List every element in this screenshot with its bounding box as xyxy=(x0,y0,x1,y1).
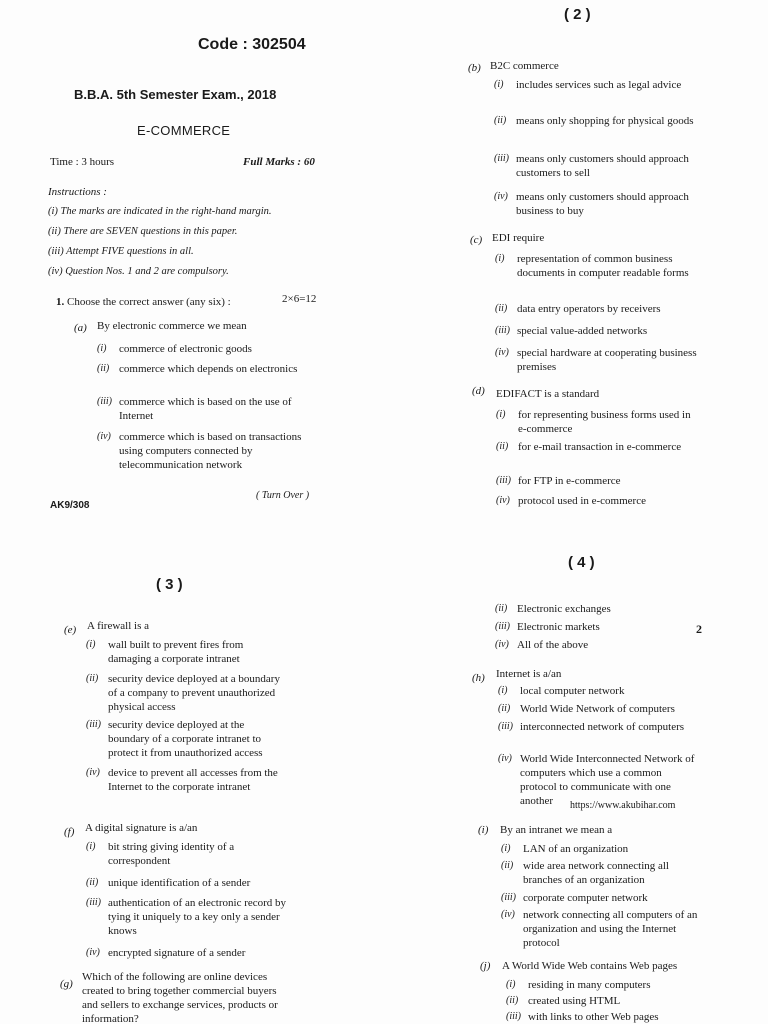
option xyxy=(496,408,696,436)
option-text: unique identification of a sender xyxy=(108,877,251,889)
instruction-item: (iv) Question Nos. 1 and 2 are compulsory. xyxy=(48,266,229,277)
option-text: interconnected network of computers xyxy=(520,721,685,733)
page-number: ( 3 ) xyxy=(156,576,183,593)
full-marks: Full Marks : 60 xyxy=(243,156,315,168)
option-text: security device deployed at the boundary of a corporate intranet to protect it from unauthorized access xyxy=(108,719,263,759)
option-text: special value-added networks xyxy=(517,325,648,337)
option-number: (i) xyxy=(496,409,506,420)
option xyxy=(496,474,696,488)
question-marks: 2×6=12 xyxy=(282,293,317,305)
question-label: (a) xyxy=(74,322,87,334)
option-number: (ii) xyxy=(496,441,509,452)
option xyxy=(494,114,694,128)
option xyxy=(97,362,299,376)
option-text: commerce of electronic goods xyxy=(119,343,252,355)
option xyxy=(494,78,694,92)
option-number: (iii) xyxy=(495,621,510,632)
option-number: (iii) xyxy=(498,721,513,732)
question-label: (e) xyxy=(64,624,77,636)
question-label: (i) xyxy=(478,824,489,836)
option-text: special hardware at cooperating business premises xyxy=(517,347,697,373)
margin-mark: 2 xyxy=(696,622,702,636)
question-stem: B2C commerce xyxy=(490,60,559,72)
page-number: ( 4 ) xyxy=(568,554,595,571)
option-number: (iv) xyxy=(498,753,512,764)
option-number: (iv) xyxy=(97,431,111,442)
option-text: Electronic markets xyxy=(517,621,600,633)
question-number: 1. xyxy=(56,296,65,308)
option-text: means only customers should approach customers to sell xyxy=(516,153,689,179)
option-text: created using HTML xyxy=(528,995,621,1007)
page-number: ( 2 ) xyxy=(564,6,591,23)
option xyxy=(495,252,697,280)
option-number: (ii) xyxy=(97,363,110,374)
option-number: (ii) xyxy=(86,877,99,888)
question-stem: A digital signature is a/an xyxy=(85,822,198,834)
question-label: (g) xyxy=(60,978,73,990)
option-text: device to prevent all accesses from the Internet to the corporate intranet xyxy=(108,767,278,793)
question-label: (b) xyxy=(468,62,481,74)
option-text: protocol used in e-commerce xyxy=(518,495,646,507)
option xyxy=(506,1010,708,1024)
exam-page-1 xyxy=(0,0,384,512)
turn-over: ( Turn Over ) xyxy=(256,490,310,501)
question-label: (j) xyxy=(480,960,491,972)
option-text: World Wide Interconnected Network of computers which use a common protocol to communicate with one another xyxy=(520,753,695,807)
option-number: (i) xyxy=(494,79,504,90)
option xyxy=(86,896,288,938)
option-number: (ii) xyxy=(498,703,511,714)
instructions-heading: Instructions : xyxy=(48,186,107,198)
option-text: network connecting all computers of an organization and using the Internet protocol xyxy=(523,909,698,949)
option xyxy=(86,638,288,666)
option xyxy=(86,718,288,760)
option-text: means only customers should approach business to buy xyxy=(516,191,689,217)
option-number: (iv) xyxy=(86,767,100,778)
option xyxy=(501,908,703,950)
option-text: commerce which is based on the use of Internet xyxy=(119,396,292,422)
option-text: wall built to prevent fires from damaging a corporate intranet xyxy=(108,639,244,665)
option-number: (i) xyxy=(495,253,505,264)
option-text: All of the above xyxy=(517,639,589,651)
option xyxy=(86,672,288,714)
option xyxy=(501,891,703,905)
option-text: encrypted signature of a sender xyxy=(108,947,246,959)
option-number: (iii) xyxy=(97,396,112,407)
option-text: commerce which depends on electronics xyxy=(119,363,298,375)
option-number: (ii) xyxy=(506,995,519,1006)
option-number: (iv) xyxy=(501,909,515,920)
option-text: wide area network connecting all branches of an organization xyxy=(523,860,669,886)
question-stem: A firewall is a xyxy=(87,620,150,632)
option xyxy=(86,946,288,960)
option-text: for representing business forms used in e-commerce xyxy=(518,409,691,435)
option-number: (iii) xyxy=(506,1011,521,1022)
option xyxy=(496,440,696,454)
option xyxy=(506,994,708,1008)
question-1 xyxy=(56,296,231,308)
instruction-item: (i) The marks are indicated in the right-hand margin. xyxy=(48,206,272,217)
option-number: (iii) xyxy=(496,475,511,486)
question-label: (d) xyxy=(472,385,485,397)
option-text: means only shopping for physical goods xyxy=(516,115,694,127)
option-number: (iii) xyxy=(495,325,510,336)
paper-code: Code : 302504 xyxy=(198,36,306,53)
question-stem: By an intranet we mean a xyxy=(500,824,613,836)
option xyxy=(495,302,697,316)
question-stem: EDIFACT is a standard xyxy=(496,388,600,400)
exam-title: B.B.A. 5th Semester Exam., 2018 xyxy=(74,87,277,102)
option xyxy=(495,324,697,338)
exam-page-2 xyxy=(384,0,768,512)
option xyxy=(496,494,696,508)
option-number: (i) xyxy=(506,979,516,990)
option-text: data entry operators by receivers xyxy=(517,303,661,315)
instruction-item: (ii) There are SEVEN questions in this paper. xyxy=(48,226,238,237)
option xyxy=(495,346,697,374)
option xyxy=(494,190,694,218)
option-number: (ii) xyxy=(86,673,99,684)
option xyxy=(494,152,694,180)
footer-code: AK9/308 xyxy=(50,500,90,511)
option-text: residing in many computers xyxy=(528,979,651,991)
option-text: includes services such as legal advice xyxy=(516,79,682,91)
option-text: World Wide Network of computers xyxy=(520,703,675,715)
option-text: bit string giving identity of a correspondent xyxy=(108,841,235,867)
question-label: (c) xyxy=(470,234,483,246)
option xyxy=(498,702,700,716)
option xyxy=(86,840,288,868)
option-text: LAN of an organization xyxy=(523,843,629,855)
option xyxy=(97,430,309,472)
question-stem: A World Wide Web contains Web pages xyxy=(502,960,678,972)
option-text: authentication of an electronic record by tying it uniquely to a key only a sender knows xyxy=(108,897,287,937)
question-label: (h) xyxy=(472,672,485,684)
option-text: for e-mail transaction in e-commerce xyxy=(518,441,682,453)
option-text: for FTP in e-commerce xyxy=(518,475,621,487)
time-allowed: Time : 3 hours xyxy=(50,156,115,168)
option-text: security device deployed at a boundary of a company to prevent unauthorized physical access xyxy=(108,673,280,713)
question-stem: Which of the following are online devices created to bring together commercial buyers and sellers to exchange services, products or information? xyxy=(82,971,278,1025)
option-number: (iv) xyxy=(495,347,509,358)
option-number: (ii) xyxy=(495,303,508,314)
option xyxy=(86,876,288,890)
exam-page-3 xyxy=(0,512,384,1024)
option xyxy=(501,859,703,887)
option-text: commerce which is based on transactions using computers connected by telecommunication network xyxy=(119,431,302,471)
option-number: (i) xyxy=(498,685,508,696)
option xyxy=(97,342,309,356)
option-text: local computer network xyxy=(520,685,625,697)
option xyxy=(97,395,304,423)
option xyxy=(501,842,703,856)
website-url[interactable]: https://www.akubihar.com xyxy=(570,800,676,811)
option-text: Electronic exchanges xyxy=(517,603,611,615)
question-stem: By electronic commerce we mean xyxy=(97,320,247,332)
option-number: (iv) xyxy=(86,947,100,958)
option-number: (iii) xyxy=(86,719,101,730)
option xyxy=(495,602,717,616)
option xyxy=(495,620,717,634)
option xyxy=(498,684,700,698)
option-number: (i) xyxy=(86,841,96,852)
option-number: (iv) xyxy=(495,639,509,650)
question-label: (f) xyxy=(64,826,75,838)
instruction-item: (iii) Attempt FIVE questions in all. xyxy=(48,246,194,257)
option-number: (ii) xyxy=(501,860,514,871)
option-number: (iv) xyxy=(496,495,510,506)
option-number: (i) xyxy=(86,639,96,650)
option-number: (iii) xyxy=(86,897,101,908)
option xyxy=(498,720,700,734)
option-text: corporate computer network xyxy=(523,892,648,904)
question-text: Choose the correct answer (any six) : xyxy=(67,296,231,308)
option-number: (i) xyxy=(501,843,511,854)
question-stem: EDI require xyxy=(492,232,545,244)
option-number: (iii) xyxy=(501,892,516,903)
option-text: with links to other Web pages xyxy=(528,1011,659,1023)
option-number: (iv) xyxy=(494,191,508,202)
option xyxy=(86,766,288,794)
option-text: representation of common business documents in computer readable forms xyxy=(517,253,689,279)
subject-title: E-COMMERCE xyxy=(137,123,231,138)
option xyxy=(506,978,708,992)
option-number: (ii) xyxy=(494,115,507,126)
question-stem: Internet is a/an xyxy=(496,668,562,680)
option-number: (iii) xyxy=(494,153,509,164)
option-number: (i) xyxy=(97,343,107,354)
option xyxy=(495,638,717,652)
exam-page-4 xyxy=(384,512,768,1024)
option-number: (ii) xyxy=(495,603,508,614)
